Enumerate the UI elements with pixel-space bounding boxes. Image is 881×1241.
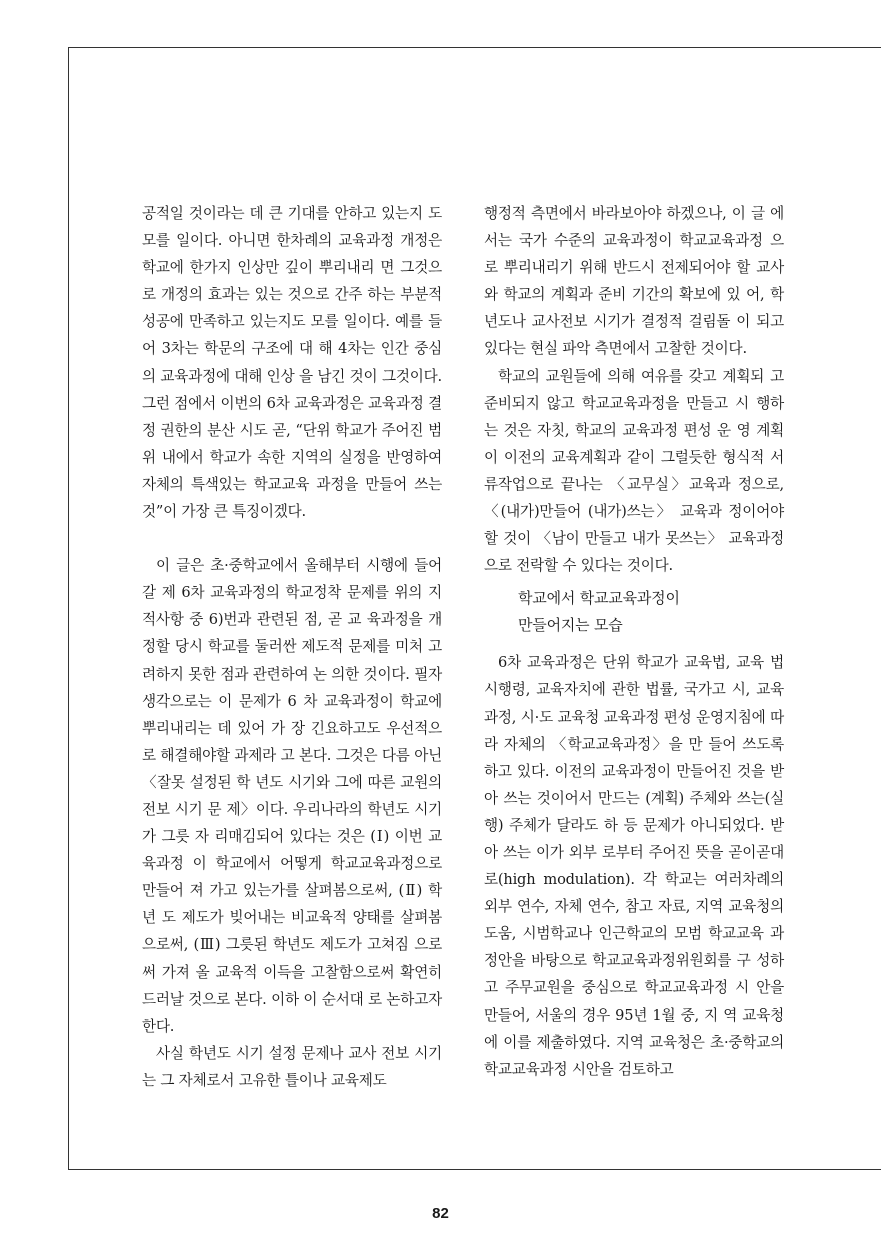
left-paragraph-2: 이 글은 초·중학교에서 올해부터 시행에 들어갈 제 6차 교육과정의 학교정착 문제를 위의 지적사항 중 6)번과 관련된 점, 곧 교 육과정을 개정할 당시 학교를 둘러싼 제도적 문제를 미처 고려하지 못한 점과 관련하여 논 의한 것이다. 필자 생각으로는 이 문제가 6 차 교육과정이 학교에 뿌리내리는 데 있어 가 장 긴요하고도 우선적으로 해결해야할 과제라 고 본다. 그것은 다름 아닌 〈잘못 설정된 학 년도 시기와 그에 따른 교원의 전보 시기 문 제〉이다. 우리나라의 학년도 시기가 그릇 자 리매김되어 있다는 것은 (Ⅰ) 이번 교육과정 이 학교에서 어떻게 학교교육과정으로 만들어 져 가고 있는가를 살펴봄으로써, (Ⅱ) 학년 도 제도가 빚어내는 비교육적 양태를 살펴봄 으로써, (Ⅲ) 그릇된 학년도 제도가 고쳐짐 으로써 가져 올 교육적 이득을 고찰함으로써 확연히 드러날 것으로 본다. 이하 이 순서대 로 논하고자 한다. (142, 557, 442, 1035)
left-column (142, 200, 442, 1094)
section-heading (518, 585, 784, 639)
right-paragraph-2: 학교의 교원들에 의해 여유를 갖고 계획되 고 준비되지 않고 학교교육과정을 만들고 시 행하는 것은 자칫, 학교의 교육과정 편성 운 영 계획이 이전의 교육계획과 같이 그럴듯한 형식적 서류작업으로 끝나는 〈교무실〉교육과 정으로, 〈(내가)만들어 (내가)쓰는〉 교육과 정이어야 할 것이 〈남이 만들고 내가 못쓰는〉 교육과정으로 전락할 수 있다는 것이다. (484, 367, 784, 575)
paragraph-gap (142, 525, 442, 552)
page-number: 82 (432, 1205, 449, 1222)
left-paragraph-1: 공적일 것이라는 데 큰 기대를 안하고 있는지 도 모를 일이다. 아니면 한차례의 교육과정 개정은 학교에 한가지 인상만 깊이 뿌리내리 면 그것으로 개정의 효과는 있는 것으로 간주 하는 부분적 성공에 만족하고 있는지도 모를 일이다. 예를 들어 3차는 학문의 구조에 대 해 4차는 인간 중심의 교육과정에 대해 인상 을 남긴 것이 그것이다. 그런 점에서 이번의 6차 교육과정은 교육과정 결정 권한의 분산 시도 곧, “단위 학교가 주어진 범위 내에서 학교가 속한 지역의 실정을 반영하여 자체의 특색있는 학교교육 과정을 만들어 쓰는 것”이 가장 큰 특징이겠다. (142, 205, 442, 521)
right-column (484, 200, 784, 1083)
right-paragraph-1: 행정적 측면에서 바라보아야 하겠으나, 이 글 에서는 국가 수준의 교육과정이 학교교육과정 으로 뿌리내리기 위해 반드시 전제되어야 할 교사와 학교의 계획과 준비 기간의 확보에 있 어, 학년도나 교사전보 시기가 결정적 걸림돌 이 되고 있다는 현실 파악 측면에서 고찰한 것이다. (484, 205, 784, 358)
left-paragraph-3: 사실 학년도 시기 설정 문제나 교사 전보 시기는 그 자체로서 고유한 틀이나 교육제도 (142, 1044, 442, 1089)
section-heading-line-1: 학교에서 학교교육과정이 (518, 589, 680, 608)
section-heading-line-2: 만들어지는 모습 (518, 616, 623, 635)
right-paragraph-3: 6차 교육과정은 단위 학교가 교육법, 교육 법 시행령, 교육자치에 관한 법률, 국가고 시, 교육과정, 시·도 교육청 교육과정 편성 운영지침에 따라 자체의 〈학교교육과정〉을 만 들어 쓰도록 하고 있다. 이전의 교육과정이 만들어진 것을 받아 쓰는 것이어서 만드는 (계획) 주체와 쓰는(실행) 주체가 달라도 하 등 문제가 아니되었다. 받아 쓰는 이가 외부 로부터 주어진 뜻을 곧이곧대로(high modulation). 각 학교는 여러차례의 외부 연수, 자체 연수, 참고 자료, 지역 교육청의 도움, 시범학교나 인근학교의 모범 학교교육 과정안을 바탕으로 학교교육과정위원회를 구 성하고 주무교원을 중심으로 학교교육과정 시 안을 만들어, 서울의 경우 95년 1월 중, 지 역 교육청에 이를 제출하였다. 지역 교육청은 초·중학교의 학교교육과정 시안을 검토하고 (484, 654, 784, 1078)
